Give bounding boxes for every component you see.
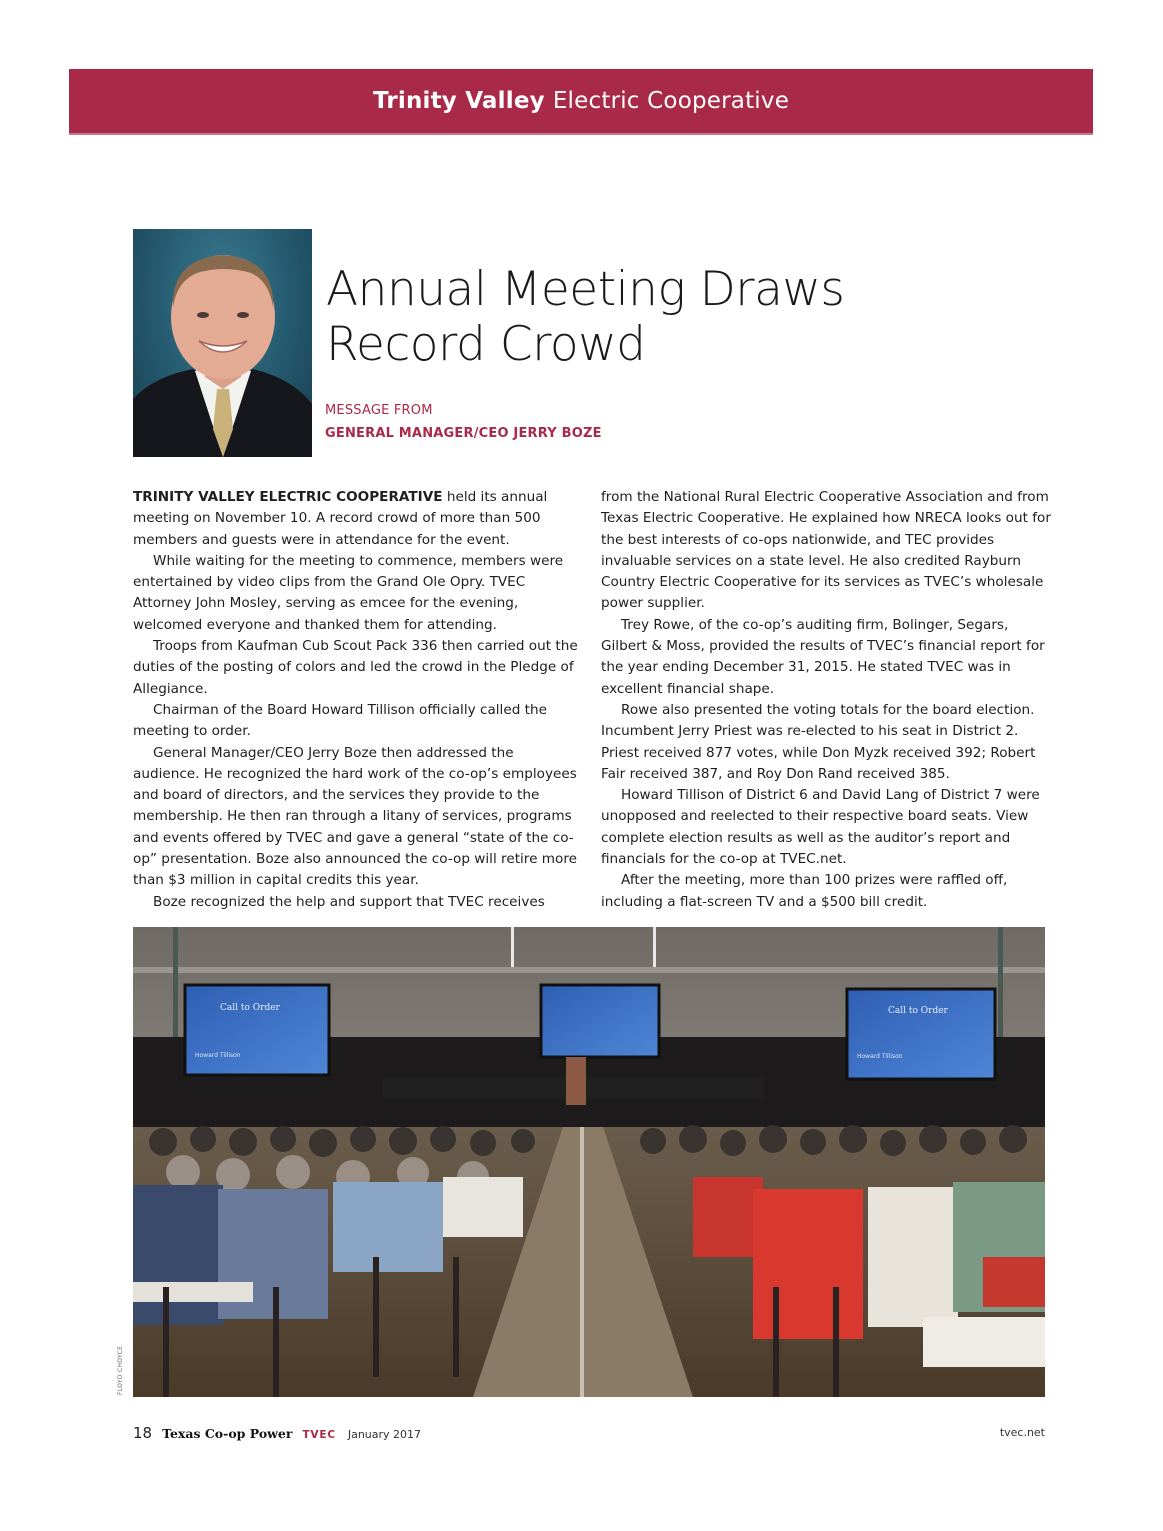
body-paragraph: Trey Rowe, of the co-op’s auditing firm, Bolinger, Segars, Gilbert & Moss, provided the results of TVEC’s financial report for the year ending December 31, 2015. He stated TVEC was in excellent financial shape. (601, 616, 1045, 697)
lead-coop-name: TRINITY VALLEY ELECTRIC COOPERATIVE (133, 489, 443, 505)
section-banner (69, 69, 1093, 135)
body-paragraph: Howard Tillison of District 6 and David Lang of District 7 were unopposed and reelected to their respective board seats. View complete election results as well as the auditor’s report and financials for the co-op at TVEC.net. (601, 787, 1040, 868)
body-paragraph: Boze recognized the help and support that TVEC receives (153, 893, 545, 910)
lead-paragraph (133, 487, 583, 551)
magazine-name: Texas Co-op Power (162, 1426, 293, 1441)
body-paragraph: Chairman of the Board Howard Tillison officially called the meeting to order. (133, 701, 547, 740)
message-from-label: MESSAGE FROM (325, 403, 433, 418)
photo-credit: FLOYD CHOYCE (117, 1345, 124, 1395)
headline-line-2: Record Crowd (326, 317, 646, 372)
article-column-right (601, 487, 1051, 913)
coop-code: TVEC (302, 1429, 336, 1441)
screen-right-title: Call to Order (888, 1006, 948, 1016)
lead-text: held its annual meeting on November 10. A record crowd of more than 500 members and guests were in attendance for the event. (133, 489, 548, 548)
author-portrait-photo (133, 229, 312, 457)
body-paragraph: While waiting for the meeting to commence, members were entertained by video clips from the Grand Ole Opry. TVEC Attorney John Mosley, serving as emcee for the evening, welcomed everyone and thanked them for attending. (133, 552, 564, 633)
body-paragraph: Rowe also presented the voting totals for the board election. Incumbent Jerry Priest was re-elected to his seat in District 2. Priest received 877 votes, while Don Myzk received 392; Robert Fair received 387, and Roy Don Rand received 385. (601, 701, 1036, 782)
banner-coop-name-light: Electric Cooperative (552, 88, 790, 114)
body-paragraph: General Manager/CEO Jerry Boze then addressed the audience. He recognized the hard work of the co-op’s employees and board of directors, and the services they provide to the membership. He then ran through a litany of services, programs and events offered by TVEC and gave a general “state of the co-op” presentation. Boze also announced the co-op will retire more than $3 million in capital credits this year. (133, 744, 577, 889)
article-column-left (133, 487, 583, 913)
screen-left-title: Call to Order (220, 1003, 280, 1013)
page-footer (133, 1424, 421, 1442)
meeting-photo (133, 927, 1045, 1397)
banner-coop-name-bold: Trinity Valley (372, 88, 545, 114)
headline-line-1: Annual Meeting Draws (326, 262, 845, 317)
issue-date: January 2017 (347, 1428, 422, 1441)
body-paragraph: Troops from Kaufman Cub Scout Pack 336 then carried out the duties of the posting of colors and led the crowd in the Pledge of Allegiance. (133, 638, 578, 697)
body-paragraph: After the meeting, more than 100 prizes were raffled off, including a flat-screen TV and a $500 bill credit. (601, 872, 1008, 910)
website-link[interactable]: tvec.net (999, 1426, 1045, 1439)
screen-right-name: Howard Tillison (857, 1053, 903, 1060)
article-headline (326, 262, 1046, 372)
author-byline: GENERAL MANAGER/CEO JERRY BOZE (325, 426, 602, 441)
page-number: 18 (133, 1424, 153, 1442)
screen-left-name: Howard Tillison (195, 1052, 241, 1059)
body-paragraph-continued: from the National Rural Electric Cooperative Association and from Texas Electric Cooperative. He explained how NRECA looks out for the best interests of co-ops nationwide, and TEC provides invaluable services on a state level. He also credited Rayburn Country Electric Cooperative for its services as TVEC’s wholesale power supplier. (601, 489, 1051, 612)
